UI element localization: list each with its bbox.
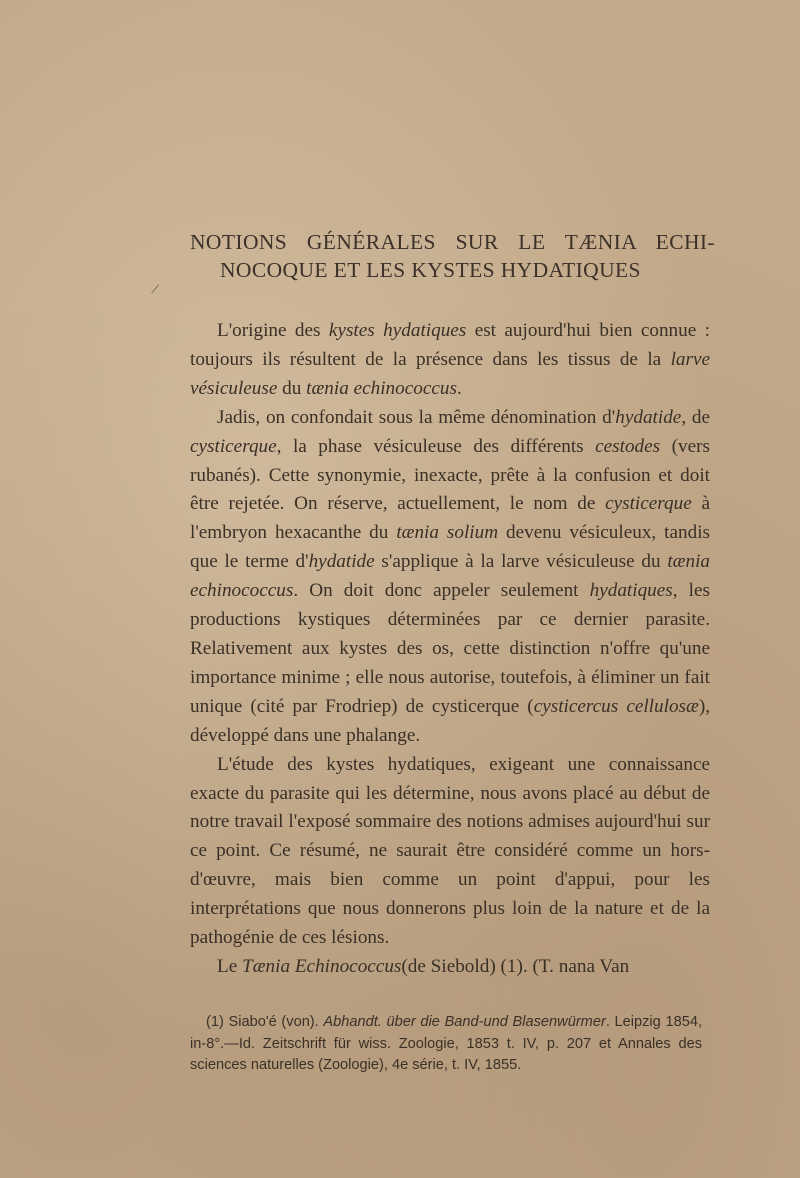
- italic-term: cysticercus cellulosæ: [533, 695, 699, 717]
- italic-term: hydatiques: [589, 580, 673, 602]
- body-text: [190, 317, 710, 982]
- text-run: ), développé dans une phalange.: [190, 695, 710, 746]
- paragraph-3: L'étude des kystes hydatiques, exigeant une connaissance exacte du parasite qui les détermine, nous avons placé au début de notre travail l'exposé sommaire des notions admises aujourd'hui sur ce point. Ce résumé, ne saurait être considéré comme un hors-d'œuvre, mais bien comme un point d'appui, pour les interprétations que nous donnerons plus loin de la nature et de la pathogénie de ces lésions.: [190, 753, 710, 949]
- text-run: (de Siebold) (1). (T. nana Van: [401, 955, 630, 977]
- italic-term: hydatide: [615, 406, 682, 428]
- footnote-italic-title: Abhandt. über die Band-und Blasenwürmer: [323, 1014, 606, 1030]
- italic-term: kystes hydatiques: [328, 320, 467, 341]
- italic-term: cysticerque: [190, 435, 277, 457]
- text-run: .: [456, 377, 462, 399]
- italic-term: tænia solium: [396, 522, 499, 544]
- text-run: Jadis, on confondait sous la même dénomination d': [217, 406, 616, 428]
- paragraph-2: [190, 404, 710, 751]
- text-run: . On doit donc appeler seulement: [293, 580, 590, 602]
- chapter-title-line-2: NOCOQUE ET LES KYSTES HYDATIQUES: [220, 258, 641, 282]
- footnote-text: . Leipzig 1854, in-8°.—Id. Zeitschrift für wiss. Zoologie, 1853 t. IV, p. 207 et Annales des sciences naturelles (Zoologie), 4e série, t. IV, 1855.: [190, 1014, 702, 1073]
- chapter-title: [190, 228, 715, 284]
- italic-term: larve vésiculeuse: [190, 348, 710, 399]
- footnote: [190, 1012, 702, 1077]
- text-run: devenu vésiculeux, tandis que le terme d': [190, 522, 711, 573]
- text-run: à l'embryon hexacanthe du: [190, 493, 710, 544]
- italic-term: cestodes: [595, 435, 661, 457]
- text-run: L'origine des: [217, 320, 329, 341]
- paragraph-4: [190, 953, 710, 982]
- text-run: (vers rubanés). Cette synonymie, inexacte, prête à la confusion et doit être rejetée. On réserve, actuellement, le nom de: [190, 435, 710, 515]
- text-run: est aujourd'hui bien connue : toujours ils résultent de la présence dans les tissus de la: [190, 320, 710, 370]
- italic-term: Tænia Echinococcus: [242, 955, 402, 977]
- footnote-text: (1) Siabo'é (von).: [206, 1014, 324, 1030]
- text-run: s'applique à la larve vésiculeuse du: [374, 551, 668, 573]
- text-run: , de: [681, 406, 710, 428]
- text-run: , les productions kystiques déterminées par ce dernier parasite. Relativement aux kystes des os, cette distinction n'offre qu'une importance minime ; elle nous autorise, toutefois, à éliminer un fait unique (cité par Frodriep) de cysticerque (: [190, 580, 710, 717]
- chapter-title-line-1: NOTIONS GÉNÉRALES SUR LE TÆNIA ECHI-: [190, 230, 715, 254]
- italic-term: tænia echinococcus: [306, 377, 457, 399]
- text-run: , la phase vésiculeuse des différents: [276, 435, 596, 457]
- paragraph-1: [190, 317, 710, 404]
- italic-term: hydatide: [308, 551, 375, 573]
- margin-pencil-mark: /: [149, 280, 160, 299]
- text-run: du: [277, 377, 307, 399]
- italic-term: cysticerque: [605, 493, 692, 515]
- italic-term: tænia echinococcus: [190, 551, 710, 602]
- text-run: Le: [217, 955, 243, 977]
